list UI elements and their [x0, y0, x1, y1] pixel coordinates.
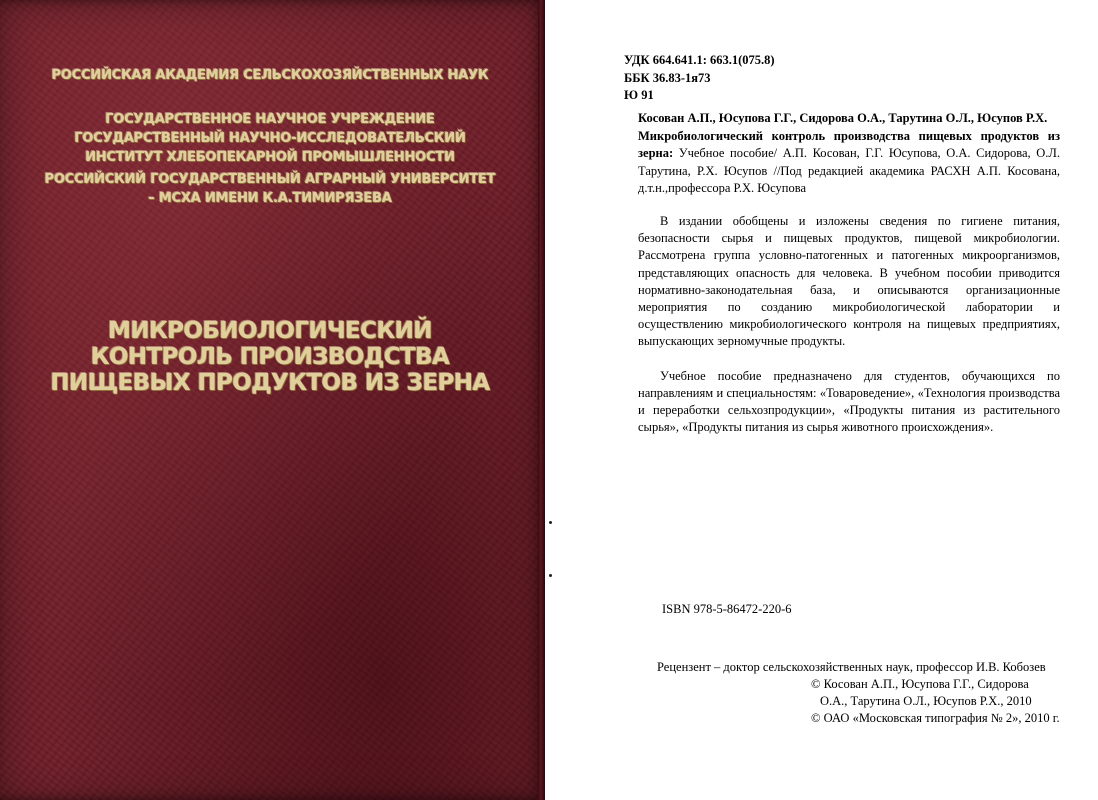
- reviewer: Рецензент – доктор сельскохозяйственных наук, профессор И.В. Кобозев: [657, 660, 1046, 674]
- copyright-line-2: О.А., Тарутина О.Л., Юсупов Р.Х., 2010: [820, 694, 1032, 708]
- book-cover: [0, 0, 545, 800]
- bbk-code: ББК 36.83-1я73: [624, 70, 711, 85]
- udk-code: УДК 664.641.1: 663.1(075.8): [624, 53, 775, 67]
- copyright-line-1: © Косован А.П., Юсупова Г.Г., Сидорова: [811, 677, 1029, 691]
- spine-dot: [549, 574, 552, 577]
- cover-title: МИКРОБИОЛОГИЧЕСКИЙ КОНТРОЛЬ ПРОИЗВОДСТВА ПИЩЕВЫХ ПРОДУКТОВ ИЗ ЗЕРНА: [50, 318, 490, 396]
- copyright-line-3: © ОАО «Московская типография № 2», 2010 г.: [811, 711, 1060, 725]
- author-mark: Ю 91: [624, 88, 654, 102]
- cover-edge: [538, 0, 545, 800]
- bibliographic-record: [638, 110, 1060, 198]
- annotation-paragraph-2: Учебное пособие предназначено для студентов, обучающихся по направлениям и специальностям: «Товароведение», «Технология производства и переработки сельхозпродукции», «Продукты питания из растительного сырья», «Продукты питания из сырья животного происхождения».: [638, 368, 1060, 435]
- cover-university: РОССИЙСКИЙ ГОСУДАРСТВЕННЫЙ АГРАРНЫЙ УНИВЕРСИТЕТ – МСХА ИМЕНИ К.А.ТИМИРЯЗЕВА: [44, 172, 496, 206]
- spine-dot: [549, 521, 552, 524]
- isbn: ISBN 978-5-86472-220-6: [662, 602, 792, 616]
- cover-institute: ГОСУДАРСТВЕННОЕ НАУЧНОЕ УЧРЕЖДЕНИЕ ГОСУДАРСТВЕННЫЙ НАУЧНО-ИССЛЕДОВАТЕЛЬСКИЙ ИНСТИТУТ ХЛЕБОПЕКАРНОЙ ПРОМЫШЛЕННОСТИ: [74, 112, 466, 165]
- cover-academy: РОССИЙСКАЯ АКАДЕМИЯ СЕЛЬСКОХОЗЯЙСТВЕННЫХ НАУК: [51, 68, 489, 83]
- authors-line: Косован А.П., Юсупова Г.Г., Сидорова О.А., Тарутина О.Л., Юсупов Р.Х.: [638, 111, 1048, 125]
- book-info: Учебное пособие/ А.П. Косован, Г.Г. Юсупова, О.А. Сидорова, О.Л. Тарутина, Р.Х. Юсупов //Под редакцией академика РАСХН А.П. Косована, д.т.н.,профессора Р.Х. Юсупова: [638, 146, 1061, 195]
- classification-block: [624, 52, 775, 105]
- annotation-paragraph-1: В издании обобщены и изложены сведения по гигиене питания, безопасности сырья и пищевых продуктов, пищевой микробиологии. Рассмотрена группа условно-патогенных и патогенных микроорганизмов, представляющих опасность для человека. В учебном пособии приводится нормативно-законодательная база, и описываются организационные мероприятия по созданию микробиологической лаборатории и осуществлению микробиологического контроля на пищевых предприятиях, выпускающих зерномучные продукты.: [638, 214, 1060, 349]
- book-title: Микробиологический контроль производства пищевых продуктов из зерна:: [638, 128, 1060, 160]
- annotation: [638, 213, 1060, 436]
